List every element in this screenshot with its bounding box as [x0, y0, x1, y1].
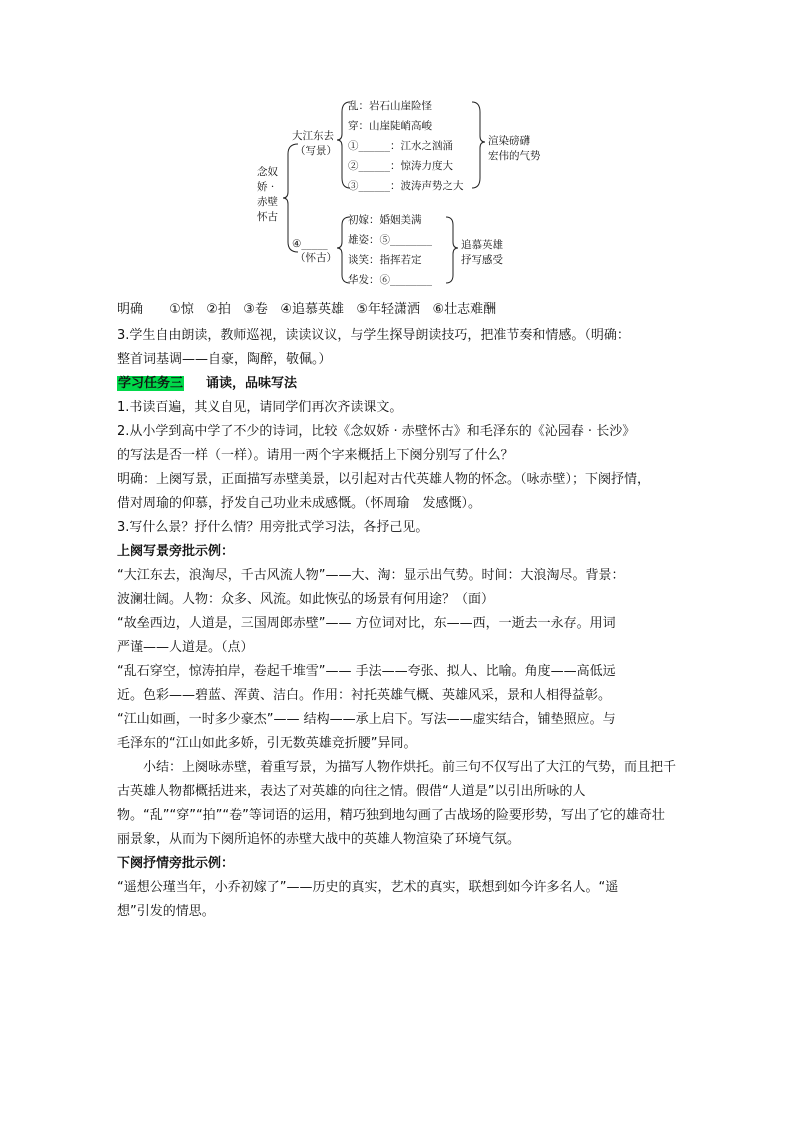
root-line-3: 赤壁: [257, 196, 278, 208]
task-title: 诵读，品味写法: [206, 376, 298, 391]
upper-note-3-cont: 近。色彩——碧蓝、浑黄、洁白。作用：衬托英雄气概、英雄风采，景和人相得益彰。: [117, 688, 612, 703]
branch2-item: 谈笑：指挥若定: [348, 254, 422, 266]
branch2-right-bracket: [446, 217, 458, 283]
branch1-item: ①______：江水之汹涌: [348, 140, 453, 152]
lower-heading: 下阕抒情旁批示例：: [117, 856, 235, 871]
branch2-result-1: 追慕英雄: [461, 239, 503, 251]
branch2-item: 初嫁：婚姻美满: [348, 214, 422, 226]
question-2: 2.从小学到高中学了不少的诗词，比较《念奴娇 · 赤壁怀古》和毛泽东的《沁园春 · 长沙》: [117, 424, 636, 439]
branch1-item: 乱：岩石山崖险怪: [348, 100, 432, 112]
answer-label: 明确: [117, 302, 144, 317]
root-bracket: [283, 144, 298, 252]
branch2-item: 华发：⑥________: [348, 274, 432, 286]
answer-item: ③卷: [243, 302, 268, 317]
lower-note-1: “遥想公瑾当年，小乔初嫁了”——历史的真实，艺术的真实，联想到如今许多名人。“遥: [117, 880, 619, 895]
branch1-item: 穿：山崖陡峭高峻: [348, 120, 432, 132]
root-line-4: 怀古: [257, 211, 278, 223]
root-line-1: 念奴: [257, 166, 278, 178]
lower-note-1-cont: 想”引发的情思。: [117, 904, 215, 919]
branch1-right-bracket: [472, 102, 485, 188]
branch1-result-2: 宏伟的气势: [488, 150, 541, 162]
upper-note-2: “故垒西边，人道是，三国周郎赤壁”—— 方位词对比，东——西，一逝去一永存。用词: [117, 616, 616, 631]
answer-item: ④追慕英雄: [280, 302, 344, 317]
answer-line: [117, 298, 677, 322]
answer-item: ①惊: [169, 302, 194, 317]
answer-item: ⑥壮志难酬: [432, 302, 497, 317]
question-2-cont: 的写法是否一样（一样）。请用一两个字来概括上下阕分别写了什么？: [117, 448, 514, 463]
question-3: 3.写什么景？抒什么情？用旁批式学习法，各抒己见。: [117, 520, 429, 535]
answer-item: ⑤年轻潇洒: [356, 302, 421, 317]
answer-item: ②拍: [206, 302, 231, 317]
branch1-sub: （写景）: [295, 145, 337, 157]
upper-note-1: “大江东去，浪淘尽，千古风流人物”——大、淘：显示出气势。时间：大浪淘尽。背景：: [117, 568, 625, 583]
upper-heading: 上阕写景旁批示例：: [117, 544, 235, 559]
branch2-item: 雄姿：⑤________: [348, 234, 432, 246]
structure-diagram: [250, 92, 550, 297]
summary-paragraph: 小结：上阕咏赤壁，着重写景，为描写人物作烘托。前三句不仅写出了大江的气势，而且把千古英雄人物都概括进来，表达了对英雄的向往之情。假借“人道是”以引出所咏的人物。“乱”“穿”“拍”“卷”等词语的运用，精巧独到地勾画了古战场的险要形势，写出了它的雄奇壮丽景象，从而为下阕所追怀的赤壁大战中的英雄人物渲染了环境气氛。: [117, 760, 677, 847]
upper-note-4-cont: 毛泽东的“江山如此多娇，引无数英雄竞折腰”异同。: [117, 736, 417, 751]
branch2-sub: （怀古）: [295, 252, 337, 264]
branch1-result-1: 渲染磅礴: [488, 135, 530, 147]
question-1: 1.书读百遍，其义自见，请同学们再次齐读课文。: [117, 400, 403, 415]
answer-2: 明确：上阕写景，正面描写赤壁美景，以引起对古代英雄人物的怀念。（咏赤壁）；下阕抒情，: [117, 472, 651, 487]
upper-note-3: “乱石穿空，惊涛拍岸，卷起千堆雪”—— 手法——夸张、拟人、比喻。角度——高低远: [117, 664, 616, 679]
task-label: 学习任务三: [118, 376, 184, 391]
task-heading: [117, 372, 677, 396]
root-line-2: 娇 ·: [257, 181, 275, 193]
paragraph-3: 3.学生自由朗读，教师巡视，读读议议，与学生探导朗读技巧，把准节奏和情感。（明确：: [117, 328, 630, 343]
upper-note-2-cont: 严谨——人道是。（点）: [117, 640, 254, 655]
upper-note-1-cont: 波澜壮阔。人物：众多、风流。如此恢弘的场景有何用途？（面）: [117, 592, 495, 607]
document-body: [117, 298, 677, 924]
branch1-item: ②______：惊涛力度大: [348, 160, 453, 172]
branch1-item: ③______：波涛声势之大: [348, 180, 464, 192]
upper-note-4: “江山如画，一时多少豪杰”—— 结构——承上启下。写法——虚实结合，铺垫照应。与: [117, 712, 616, 727]
answer-2-cont: 借对周瑜的仰慕，抒发自己功业未成感慨。（怀周瑜 发感慨）。: [117, 496, 482, 511]
branch2-result-2: 抒写感受: [461, 254, 503, 266]
branch1-title: 大江东去: [292, 130, 334, 142]
branch2-title: ④_____: [292, 238, 328, 250]
paragraph-3-cont: 整首词基调——自豪，陶醉，敬佩。）: [117, 352, 332, 367]
